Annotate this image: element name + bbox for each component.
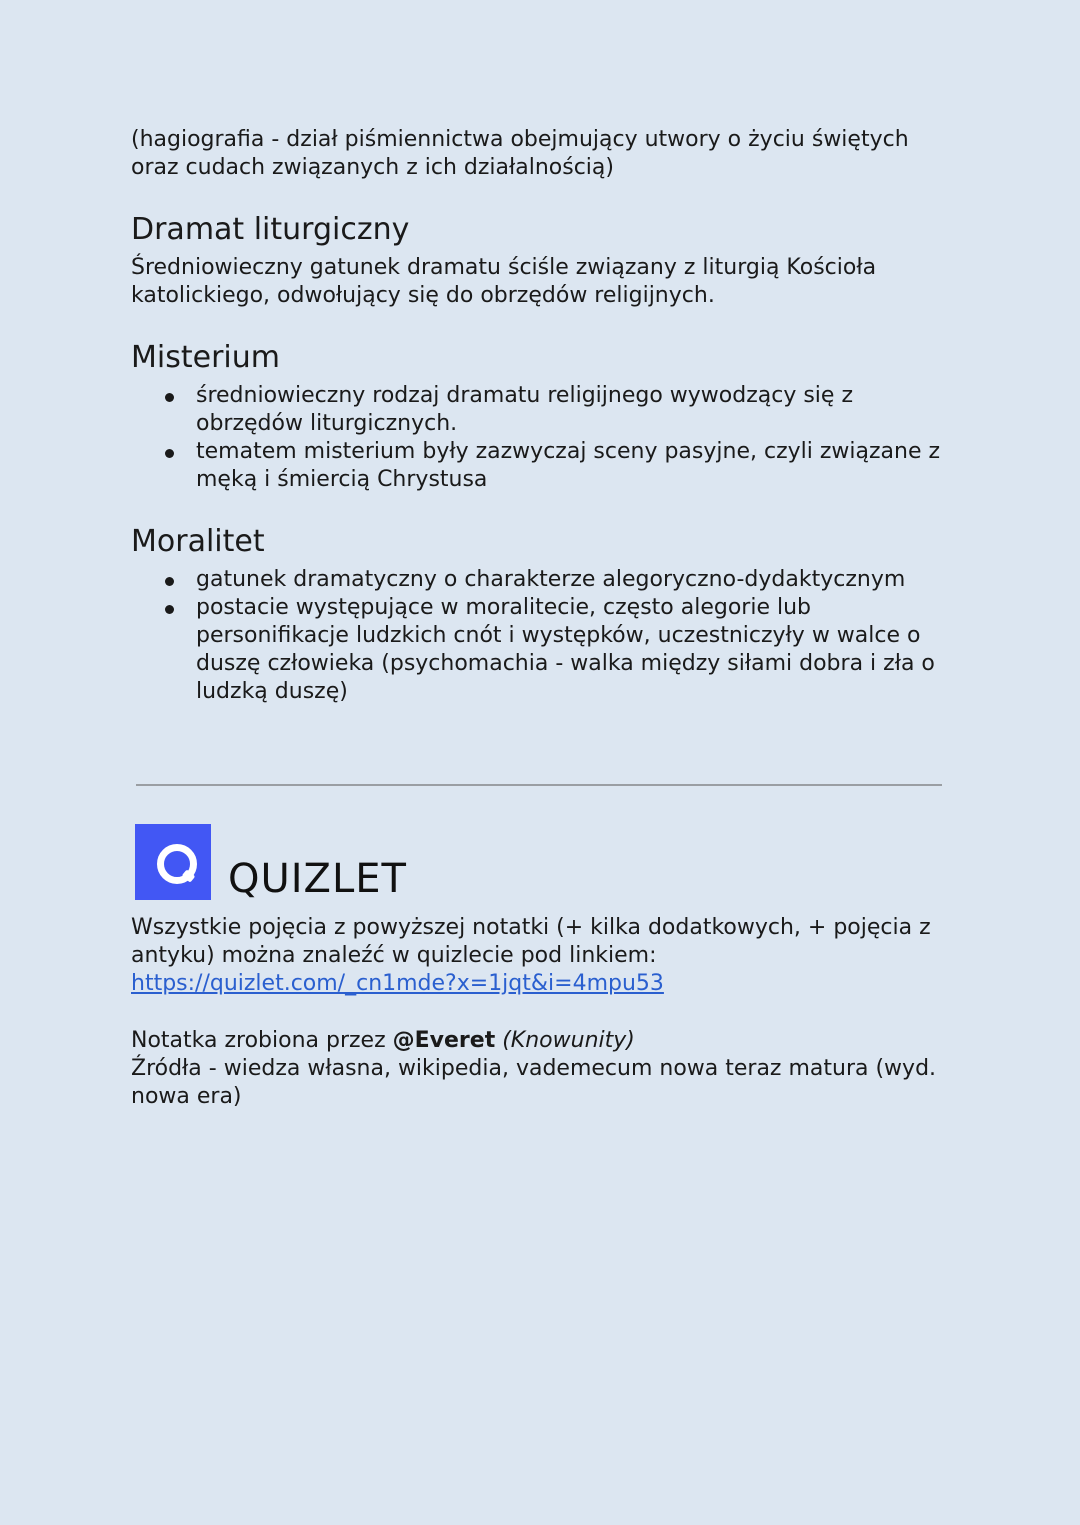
list-item [131, 438, 951, 494]
author-platform: (Knowunity) [502, 1028, 635, 1053]
dramat-definition: Średniowieczny gatunek dramatu ściśle związany z liturgią Kościoła katolickiego, odwołujący się do obrzędów religijnych. [131, 255, 877, 308]
list-item [131, 594, 951, 706]
bullet-icon [165, 393, 174, 402]
author-handle: @Everet [392, 1028, 496, 1053]
list-item [131, 382, 951, 438]
bullet-icon [165, 605, 174, 614]
list-item-text: średniowieczny rodzaj dramatu religijnego wywodzący się z obrzędów liturgicznych. [196, 383, 853, 436]
bullet-icon [165, 449, 174, 458]
misterium-list [131, 382, 951, 494]
bullet-icon [165, 577, 174, 586]
quizlet-header [131, 823, 951, 901]
author-prefix: Notatka zrobiona przez [131, 1028, 393, 1053]
list-item-text: postacie występujące w moralitecie, często alegorie lub personifikacje ludzkich cnót i występków, uczestniczyły w walce o duszę człowieka (psychomachia - walka między siłami dobra i zła o ludzką duszę) [196, 595, 935, 704]
list-item-text: tematem misterium były zazwyczaj sceny pasyjne, czyli związane z męką i śmiercią Chrystusa [196, 439, 941, 492]
heading-dramat-liturgiczny: Dramat liturgiczny [131, 212, 410, 247]
note-content [131, 126, 951, 706]
author-credit [131, 1027, 951, 1055]
hagiography-note: (hagiografia - dział piśmiennictwa obejmujący utwory o życiu świętych oraz cudach związanych z ich działalnością) [131, 127, 909, 180]
sources-note: Źródła - wiedza własna, wikipedia, vademecum nowa teraz matura (wyd. nowa era) [131, 1056, 937, 1109]
quizlet-logo-icon [135, 824, 211, 900]
heading-misterium: Misterium [131, 340, 280, 375]
quizlet-title: QUIZLET [228, 856, 407, 902]
section-divider [136, 784, 942, 786]
list-item-text: gatunek dramatyczny o charakterze alegoryczno-dydaktycznym [196, 567, 906, 592]
list-item [131, 566, 951, 594]
moralitet-list [131, 566, 951, 706]
quizlet-link[interactable]: https://quizlet.com/_cn1mde?x=1jqt&i=4mpu53 [131, 971, 664, 996]
heading-moralitet: Moralitet [131, 524, 265, 559]
quizlet-description: Wszystkie pojęcia z powyższej notatki (+ kilka dodatkowych, + pojęcia z antyku) można znaleźć w quizlecie pod linkiem: [131, 915, 931, 968]
quizlet-section [131, 823, 951, 1111]
